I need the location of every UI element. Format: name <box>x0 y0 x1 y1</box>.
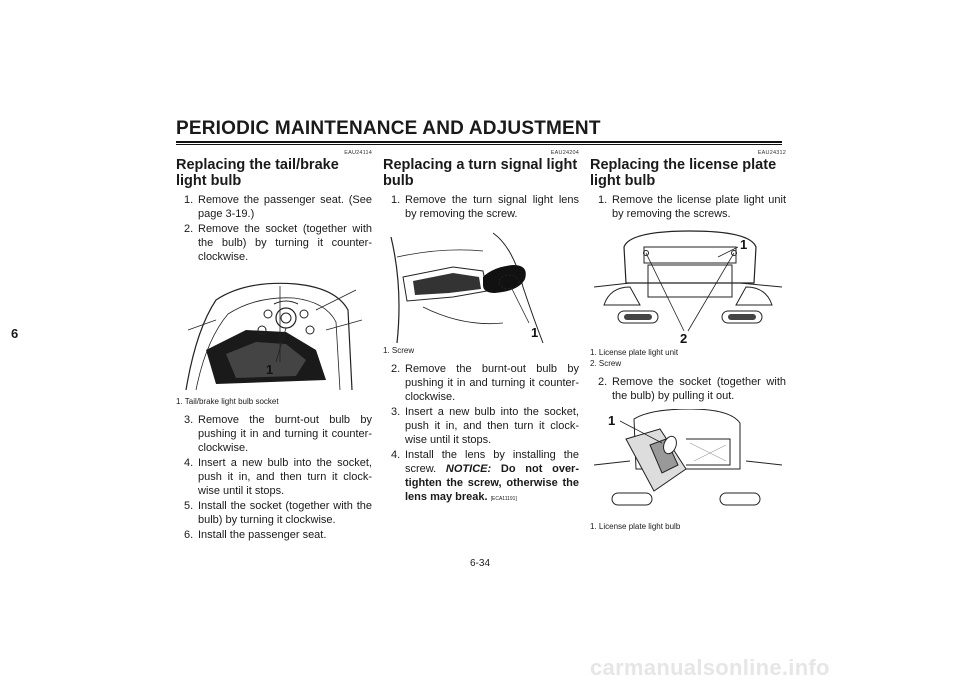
header-rule-thin <box>176 144 782 145</box>
step-item: 3. Remove the burnt-out bulb by pushing it in and turning it counter-clockwise. <box>184 414 372 454</box>
figure-caption: 1. Tail/brake light bulb socket <box>176 397 279 406</box>
section-license-plate <box>590 150 786 538</box>
notice-text: Do not over-tighten the screw, otherwise the lens may break. <box>405 463 580 503</box>
section-turn-signal <box>383 150 579 507</box>
section-title: Replacing the license plate light bulb <box>590 157 777 189</box>
section-code: EAU24312 <box>757 150 786 156</box>
caption-line: 2. Screw <box>590 359 622 368</box>
step-item: 2. Remove the socket (together with the bulb) by pulling it out. <box>598 376 786 402</box>
turn-signal-figure <box>383 227 579 343</box>
step-item: 1. Remove the passenger seat. (See page 3-19.) <box>184 194 372 220</box>
watermark: carmanualsonline.info <box>590 655 830 680</box>
chapter-number: 6 <box>11 326 19 341</box>
section-title: Replacing a turn signal light bulb <box>383 157 578 189</box>
callout-1: 1 <box>531 325 539 340</box>
step-item: 2. Remove the socket (together with the bulb) by turning it counter-clockwise. <box>184 223 372 263</box>
section-code: EAU24204 <box>550 150 579 156</box>
figure-caption: 1. Screw <box>383 346 415 355</box>
section-title: Replacing the tail/brake light bulb <box>176 157 339 189</box>
step-item: 2. Remove the burnt-out bulb by pushing it in and turning it counter-clockwise. <box>391 363 579 403</box>
tail-light-socket-figure <box>176 270 372 394</box>
callout-1: 1 <box>740 237 748 252</box>
page-number: 6-34 <box>470 558 491 569</box>
callout-1: 1 <box>266 362 274 377</box>
step-item: 4. Install the lens by installing the screw. NOTICE: Do not over-tighten the screw, otherwise the lens may break. [ECA11191] <box>391 449 580 503</box>
figure-caption: 1. License plate light bulb <box>590 522 681 531</box>
page-title: PERIODIC MAINTENANCE AND ADJUSTMENT <box>176 118 601 139</box>
license-plate-unit-figure <box>590 227 786 345</box>
license-plate-bulb-figure <box>590 409 786 519</box>
notice-code: [ECA11191] <box>490 496 517 502</box>
section-code: EAU24114 <box>344 150 372 156</box>
step-item: 3. Insert a new bulb into the socket, push it in, and then turn it clock-wise until it stops. <box>391 406 579 446</box>
header-rule <box>176 141 782 143</box>
step-item: 4. Insert a new bulb into the socket, push it in, and then turn it clock-wise until it stops. <box>184 457 372 497</box>
notice-label: NOTICE: <box>445 463 492 475</box>
figure-caption <box>590 347 786 369</box>
callout-2: 2 <box>680 331 688 345</box>
caption-line: 1. License plate light unit <box>590 348 679 357</box>
step-item: 1. Remove the turn signal light lens by removing the screw. <box>391 194 579 220</box>
step-item: 6. Install the passenger seat. <box>184 529 327 541</box>
callout-1: 1 <box>608 413 616 428</box>
section-tail-brake-light <box>176 150 372 543</box>
step-item: 5. Install the socket (together with the bulb) by turning it clockwise. <box>184 500 372 526</box>
step-item: 1. Remove the license plate light unit by removing the screws. <box>598 194 786 220</box>
